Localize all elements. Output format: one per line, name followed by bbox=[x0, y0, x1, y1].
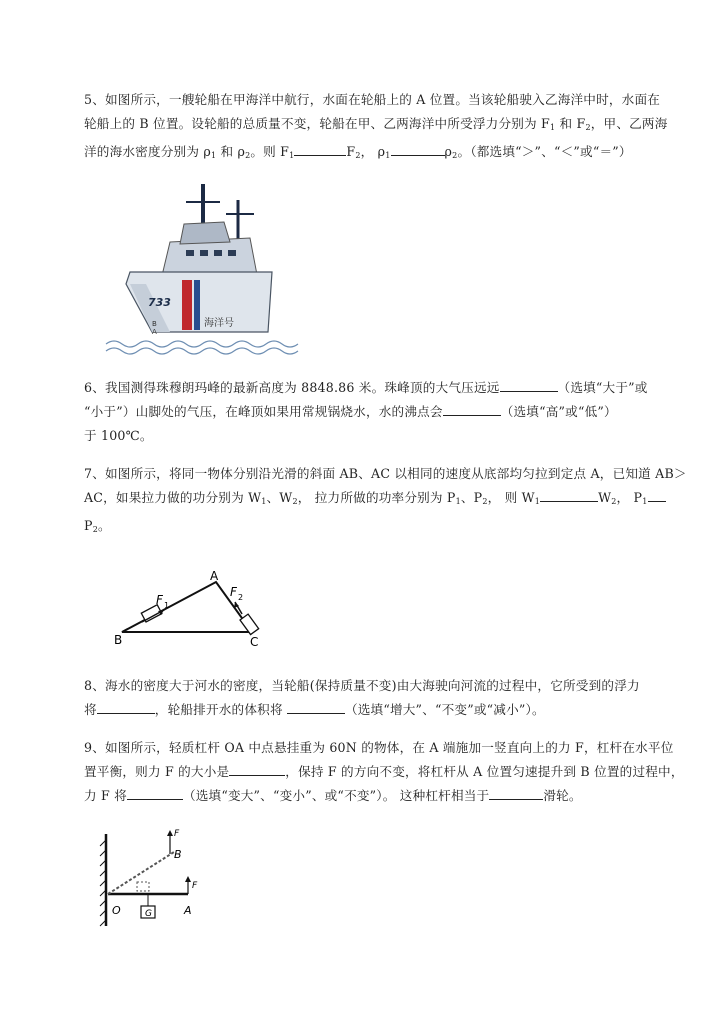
bridge bbox=[180, 222, 230, 244]
answer-blank-q8-volume[interactable] bbox=[287, 701, 345, 714]
water-wave-2 bbox=[106, 348, 298, 354]
answer-blank-q5-f[interactable] bbox=[294, 143, 346, 156]
label-a: A bbox=[210, 570, 219, 583]
label-a: A bbox=[184, 904, 192, 917]
answer-blank-q7-work[interactable] bbox=[540, 489, 598, 502]
lever-figure bbox=[96, 826, 216, 930]
waterline-mark-b: B bbox=[152, 320, 157, 328]
q5-line1: 5、如图所示，一艘轮船在甲海洋中航行，水面在轮船上的 A 位置。当该轮船驶入乙海洋中时，水面在 bbox=[84, 92, 661, 107]
lever-ob-dashed bbox=[108, 852, 174, 894]
label-b: B bbox=[174, 848, 182, 861]
label-f-b: F bbox=[174, 829, 180, 839]
label-b: B bbox=[114, 633, 123, 647]
svg-text:2: 2 bbox=[238, 593, 244, 602]
answer-blank-q8-buoyancy[interactable] bbox=[97, 701, 155, 714]
hull-blue-stripe bbox=[194, 280, 200, 330]
answer-blank-q6-boiling[interactable] bbox=[443, 403, 501, 416]
question-8: 8、海水的密度大于河水的密度，当轮船(保持质量不变)由大海驶向河流的过程中，它所受到的浮力 将 ，轮船排开水的体积将 （选填“增大”、“不变”或“减小”）。 bbox=[84, 678, 640, 717]
ship-figure bbox=[100, 180, 305, 355]
label-o: O bbox=[112, 904, 121, 917]
ship-number: 733 bbox=[148, 296, 171, 309]
q5-line2: 轮船上的 B 位置。设轮船的总质量不变，轮船在甲、乙两海洋中所受浮力分别为 $F_1$ 和 $F_2$，甲、乙两海 bbox=[84, 116, 668, 132]
question-7: 7、如图所示，将同一物体分别沿光滑的斜面 AB、AC 以相同的速度从底部均匀拉到定点 A，已知道 AB＞ AC，如果拉力做的功分别为 $W_1$、$W_2$， 拉力所做的功率分别为 $P_1$、$P_2$， 则 $W_1$ $W_2$， $P_1$ $P_2$。 bbox=[84, 466, 687, 534]
q5-line3: 洋的海水密度分别为 $\rho_1$ 和 $\rho_2$。则 $F_1$ $F_2$， $\rho_1$ $\rho_2$。（都选填“＞”、“＜”或“＝”） bbox=[84, 144, 632, 160]
answer-blank-q6-pressure[interactable] bbox=[500, 379, 558, 392]
answer-blank-q5-rho[interactable] bbox=[391, 143, 445, 156]
question-5 bbox=[84, 88, 674, 168]
answer-blank-q9-force[interactable] bbox=[229, 763, 285, 776]
weight-dashed bbox=[137, 882, 149, 891]
question-6: 6、我国测得珠穆朗玛峰的最新高度为 8848.86 米。珠峰顶的大气压远远 （选填“大于”或 “小于”）山脚处的气压，在峰顶如果用常规锅烧水，水的沸点会 （选填“高”或“低”） 于 100℃。 bbox=[84, 380, 648, 443]
svg-text:1: 1 bbox=[164, 601, 170, 610]
incline-figure bbox=[112, 570, 282, 650]
label-f2: F bbox=[230, 585, 237, 599]
label-g: G bbox=[145, 909, 152, 919]
answer-blank-q9-pulley[interactable] bbox=[489, 787, 543, 800]
label-f-a: F bbox=[192, 881, 198, 891]
hull-red-stripe bbox=[182, 280, 192, 330]
waterline-mark-a: A bbox=[152, 328, 157, 336]
answer-blank-q9-change[interactable] bbox=[127, 787, 183, 800]
label-c: C bbox=[250, 635, 259, 649]
ship-name: 海洋号 bbox=[204, 318, 234, 329]
answer-blank-q7-power[interactable] bbox=[648, 489, 666, 502]
question-9: 9、如图所示，轻质杠杆 OA 中点悬挂重为 60N 的物体，在 A 端施加一竖直向上的力 F，杠杆在水平位 置平衡，则力 F 的大小是 ，保持 F 的方向不变，将杠杆从 A 位置匀速提升到 B 位置的过程中， 力 F 将 （选填“变大”、“变小”、或“不变”）。 这种杠杆相当于 滑轮。 bbox=[84, 740, 684, 803]
water-wave-1 bbox=[106, 341, 298, 347]
label-f1: F bbox=[156, 593, 163, 607]
